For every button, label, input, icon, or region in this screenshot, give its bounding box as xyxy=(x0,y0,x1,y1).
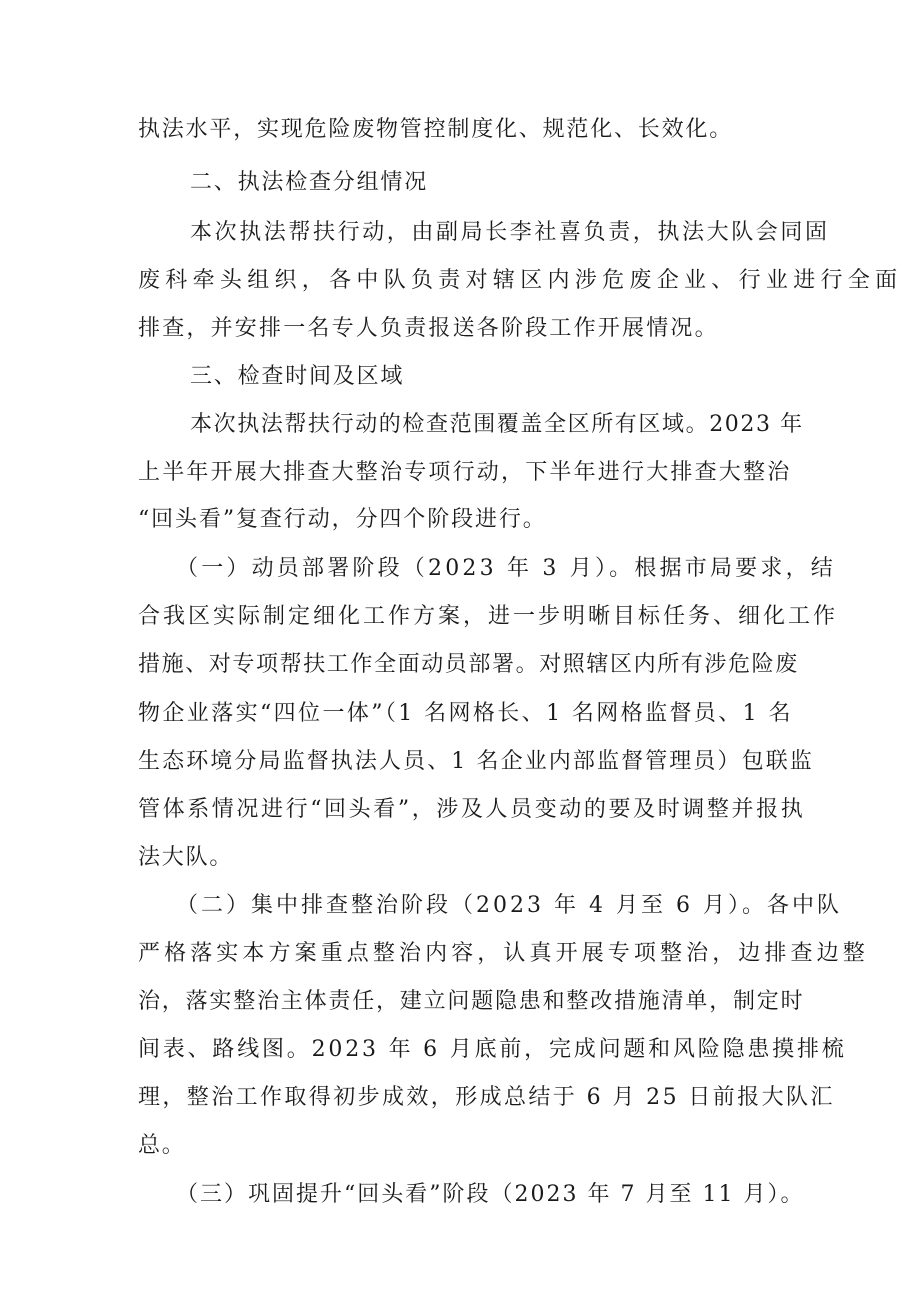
text-line: 治，落实整治主体责任，建立问题隐患和整改措施清单，制定时 xyxy=(138,989,805,1014)
text-line: 合我区实际制定细化工作方案，进一步明晰目标任务、细化工作 xyxy=(138,604,839,629)
subsection-line: （三）巩固提升“回头看”阶段（2023 年 7 月至 11 月）。 xyxy=(176,1182,805,1207)
text-line: 排查，并安排一名专人负责报送各阶段工作开展情况。 xyxy=(138,316,719,341)
text-line: 措施、对专项帮扶工作全面动员部署。对照辖区内所有涉危险废 xyxy=(138,652,799,677)
text-line: 管体系情况进行“回头看”，涉及人员变动的要及时调整并报执 xyxy=(138,797,806,822)
subsection-line: （一）动员部署阶段（2023 年 3 月）。根据市局要求，结 xyxy=(176,556,836,581)
text-line: 理，整治工作取得初步成效，形成总结于 6 月 25 日前报大队汇 xyxy=(138,1085,835,1110)
text-line: 间表、路线图。2023 年 6 月底前，完成问题和风险隐患摸排梳 xyxy=(138,1037,847,1062)
text-line: 生态环境分局监督执法人员、1 名企业内部监督管理员）包联监 xyxy=(138,749,814,774)
section-heading: 三、检查时间及区域 xyxy=(190,364,405,389)
text-line: 物企业落实“四位一体”（1 名网格长、1 名网格监督员、1 名 xyxy=(138,701,793,726)
text-line: 严格落实本方案重点整治内容，认真开展专项整治，边排查边整 xyxy=(138,941,869,966)
text-line: 本次执法帮扶行动，由副局长李社喜负责，执法大队会同固 xyxy=(190,220,830,245)
text-line: 执法水平，实现危险废物管控制度化、规范化、长效化。 xyxy=(138,117,734,142)
subsection-line: （二）集中排查整治阶段（2023 年 4 月至 6 月）。各中队 xyxy=(176,893,842,918)
text-line: 总。 xyxy=(138,1133,186,1158)
section-heading: 二、执法检查分组情况 xyxy=(190,170,429,195)
text-line: 法大队。 xyxy=(138,845,234,870)
text-line: 本次执法帮扶行动的检查范围覆盖全区所有区域。2023 年 xyxy=(190,412,804,437)
text-line: 废科牵头组织，各中队负责对辖区内涉危废企业、行业进行全面 xyxy=(138,268,903,293)
text-line: “回头看”复查行动，分四个阶段进行。 xyxy=(138,507,547,532)
text-line: 上半年开展大排查大整治专项行动，下半年进行大排查大整治 xyxy=(138,460,792,485)
